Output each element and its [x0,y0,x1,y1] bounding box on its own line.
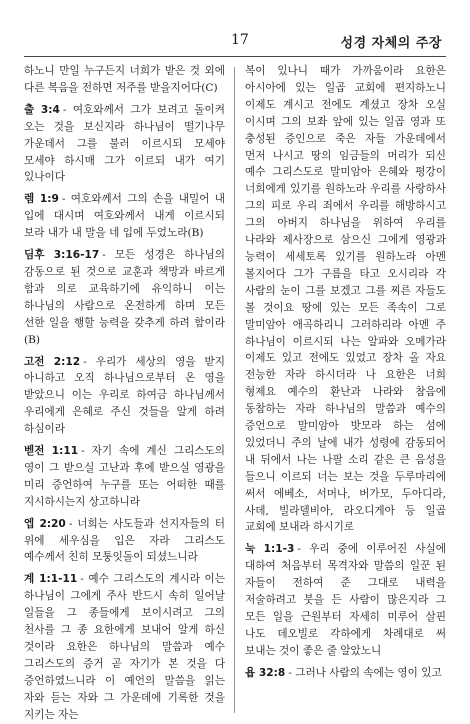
verse-paragraph [245,665,446,682]
text-columns [24,63,446,721]
verse-paragraph [24,247,225,348]
verse-reference: 렘 1:9 [24,193,59,206]
verse-text: - 모든 성경은 하나님의 감동으로 된 것으로 교훈과 책망과 바르게 함과 의로 교육하기에 유익하니 이는 하나님의 사람으로 온전하게 하며 모든 선한 일을 행할 능력을 갖추게 하려 함이라(B) [24,249,226,346]
verse-reference: 눅 1:1-3 [244,543,295,556]
page-number: 17 [231,32,249,48]
verse-reference: 딤후 3:16-17 [24,249,100,262]
verse-paragraph [24,102,225,187]
verse-text: - 너희는 사도들과 선지자들의 터 위에 세우심을 입은 자라 그리스도 예수께서 친히 모퉁잇돌이 되셨느니라 [24,517,226,564]
verse-paragraph [24,571,225,723]
verse-reference: 엡 2:20 [24,517,66,530]
verse-paragraph [245,63,446,536]
verse-paragraph [24,191,225,242]
verse-text: - 그러나 사람의 속에는 영이 있고 [288,666,442,679]
verse-paragraph [24,354,225,439]
verse-reference: 욥 32:8 [244,666,286,679]
right-column [235,63,446,713]
verse-paragraph [24,443,225,511]
verse-text: - 우리가 세상의 영을 받지 아니하고 오직 하나님으로부터 온 영을 받았으니 이는 우리로 하여금 하나님께서 우리에게 은혜로 주신 것들을 알게 하려 하심이라 [24,355,226,436]
verse-paragraph [24,516,225,567]
running-title: 성경 자체의 주장 [340,36,442,51]
verse-text: - 우리 중에 이루어진 사실에 대하여 처음부터 목격자와 말씀의 일꾼 된 자들이 전하여 준 그대로 내력을 저술하려고 붓을 든 사람이 많은지라 그 모든 일을 근원부터 자세히 미루어 살핀 나도 데오빌로 각하에게 차례대로 써 보내는 것이 좋은 줄 알았노니 [244,543,446,657]
verse-text: - 자기 속에 계신 그리스도의 영이 그 받으실 고난과 후에 받으실 영광을 미리 증언하여 누구를 또는 어떠한 때를 지시하시는지 상고하니라 [24,445,226,508]
verse-text: - 여호와께서 그가 보려고 돌이켜 오는 것을 보신지라 하나님이 떨기나무 가운데서 그를 불러 이르시되 모세야 모세야 하시매 그가 이르되 내가 여기 있나이다 [24,103,226,184]
verse-text: 복이 있나니 때가 가까움이라 요한은 아시아에 있는 일곱 교회에 편지하노니 이제도 계시고 전에도 계셨고 장차 오실 이시며 그의 보좌 앞에 있는 일곱 영과 또 충성된 증인으로 죽은 자들 가운데에서 먼저 나시고 땅의 임금들의 머리가 되신 예수 그리스도로 말미암아 은혜와 평강이 너희에게 있기를 원하노라 우리를 사랑하사 그의 피로 우리 죄에서 우리를 해방하시고 그의 아버지 하나님을 위하여 우리를 나라와 제사장으로 삼으신 그에게 영광과 능력이 세세토록 있기를 원하노라 아멘 볼지어다 그가 구름을 타고 오시리라 각 사람의 눈이 그를 보겠고 그를 찌른 자들도 볼 것이요 땅에 있는 모든 족속이 그로 말미암아 애곡하리니 그러하리라 아멘 주 하나님이 이르시되 나는 알파와 오메가라 이제도 있고 전에도 있었고 장차 올 자요 전능한 자라 하시더라 나 요한은 너희 형제요 예수의 환난과 나라와 참음에 동참하는 자라 하나님의 말씀과 예수의 증언으로 말미암아 밧모라 하는 섬에 있었더니 주의 날에 내가 성령에 감동되어 내 뒤에서 나는 나팔 소리 같은 큰 음성을 들으니 이르되 너는 보는 것을 두루마리에 써서 에베소, 서머나, 버가모, 두아디라, 사데, 빌라델비아, 라오디게아 등 일곱 교회에 보내라 하시기로 [244,65,446,534]
verse-reference: 출 3:4 [24,103,60,116]
verse-paragraph [245,541,446,659]
left-column [24,63,234,721]
verse-text: - 여호와께서 그의 손을 내밀어 내 입에 대시며 여호와께서 내게 이르시되 보라 내가 내 말을 네 입에 두었노라(B) [24,193,226,240]
verse-text: 하노니 만일 누구든지 너희가 받은 것 외에 다른 복음을 전하면 저주를 받을지어다(C) [24,65,226,94]
verse-text: - 예수 그리스도의 계시라 이는 하나님이 그에게 주사 반드시 속히 일어날 일들을 그 종들에게 보이시려고 그의 천사를 그 종 요한에게 보내어 알게 하신 것이라 요한은 하나님의 말씀과 예수 그리스도의 증거 곧 자기가 본 것을 다 증언하였느니라 이 예언의 말씀을 읽는 자와 듣는 자와 그 가운데에 기록한 것을 지키는 자는 [24,573,226,721]
verse-reference: 고전 2:12 [24,355,81,368]
verse-paragraph [24,63,225,97]
verse-reference: 계 1:1-11 [24,573,78,586]
page-header [24,28,446,57]
verse-reference: 벧전 1:11 [24,445,79,458]
